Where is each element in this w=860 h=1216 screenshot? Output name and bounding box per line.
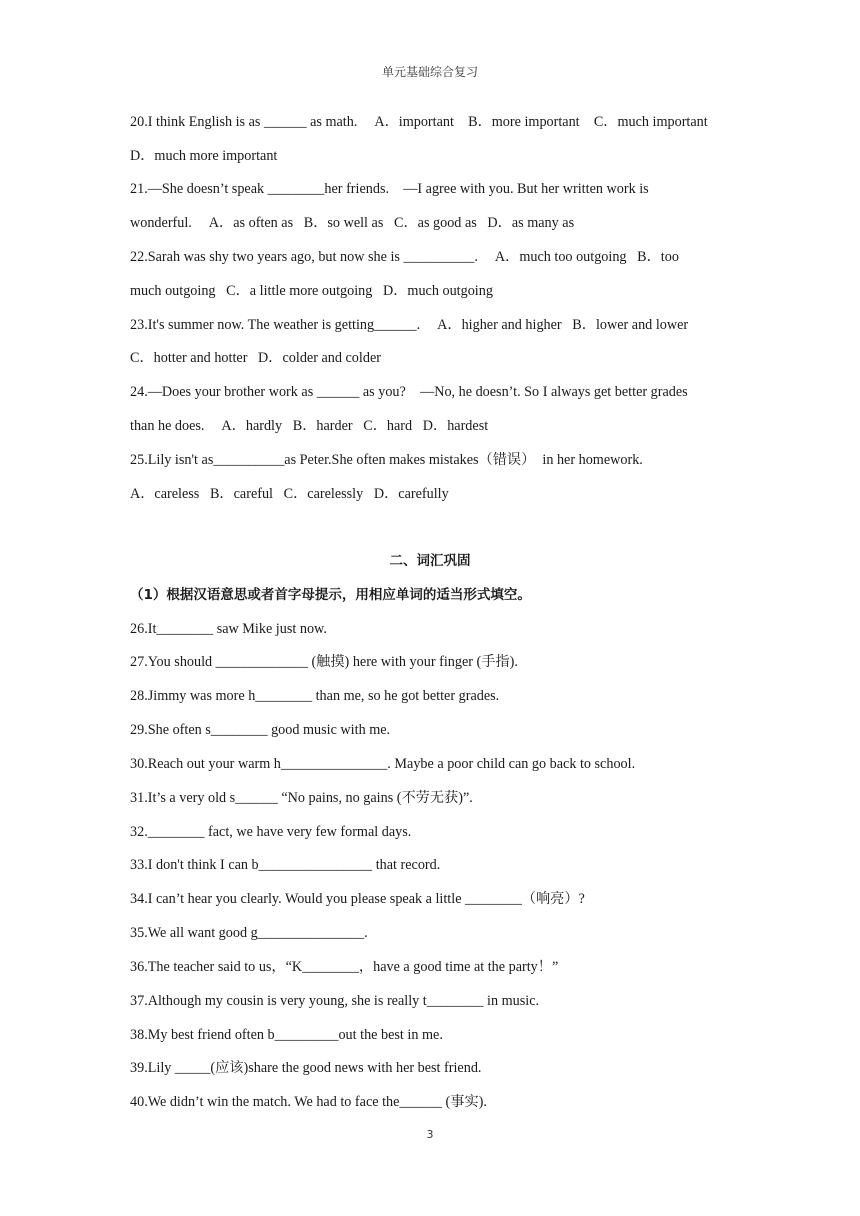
question-22-line-2: much outgoing C．a little more outgoing D．much outgoing — [130, 283, 493, 299]
question-37: 37.Although my cousin is very young, she is really t________ in music. — [130, 993, 540, 1009]
question-20-line-1: 20.I think English is as ______ as math. A．important B．more important C．much important — [130, 114, 708, 130]
question-26: 26.It________ saw Mike just now. — [130, 621, 327, 637]
question-22-line-1: 22.Sarah was shy two years ago, but now she is __________. A．much too outgoing B．too — [130, 249, 679, 265]
question-34: 34.I can’t hear you clearly. Would you please speak a little ________（响亮）? — [130, 891, 585, 907]
section-title: 二、词汇巩固 — [389, 553, 471, 569]
question-24-line-1: 24.—Does your brother work as ______ as you? —No, he doesn’t. So I always get better grades — [130, 384, 688, 400]
section-instruction: （1）根据汉语意思或者首字母提示，用相应单词的适当形式填空。 — [130, 587, 531, 603]
question-35: 35.We all want good g_______________. — [130, 925, 368, 941]
question-24-line-2: than he does. A．hardly B．harder C．hard D．hardest — [130, 418, 489, 434]
question-36: 36.The teacher said to us，“K________，have a good time at the party！” — [130, 959, 559, 975]
question-33: 33.I don't think I can b________________ that record. — [130, 857, 441, 873]
question-25-line-2: A．careless B．careful C．carelessly D．carefully — [130, 486, 449, 502]
question-32: 32.________ fact, we have very few formal days. — [130, 824, 412, 840]
question-40: 40.We didn’t win the match. We had to face the______ (事实). — [130, 1094, 487, 1110]
question-30: 30.Reach out your warm h_______________. Maybe a poor child can go back to school. — [130, 756, 636, 772]
question-31: 31.It’s a very old s______ “No pains, no gains (不劳无获)”. — [130, 790, 473, 806]
question-21-line-2: wonderful. A．as often as B．so well as C．as good as D．as many as — [130, 215, 575, 231]
question-25-line-1: 25.Lily isn't as__________as Peter.She often makes mistakes（错误） in her homework. — [130, 452, 643, 468]
page-number: 3 — [426, 1128, 434, 1141]
question-21-line-1: 21.—She doesn’t speak ________her friends. —I agree with you. But her written work is — [130, 181, 649, 197]
page-header: 单元基础综合复习 — [381, 65, 478, 79]
question-20-line-2: D．much more important — [130, 148, 278, 164]
question-28: 28.Jimmy was more h________ than me, so he got better grades. — [130, 688, 500, 704]
question-29: 29.She often s________ good music with me. — [130, 722, 391, 738]
question-23-line-2: C．hotter and hotter D．colder and colder — [130, 350, 381, 366]
question-27: 27.You should _____________ (触摸) here with your finger (手指). — [130, 654, 518, 670]
question-23-line-1: 23.It's summer now. The weather is getting______. A．higher and higher B．lower and lower — [130, 317, 689, 333]
question-39: 39.Lily _____(应该)share the good news with her best friend. — [130, 1060, 482, 1076]
question-38: 38.My best friend often b_________out the best in me. — [130, 1027, 443, 1043]
